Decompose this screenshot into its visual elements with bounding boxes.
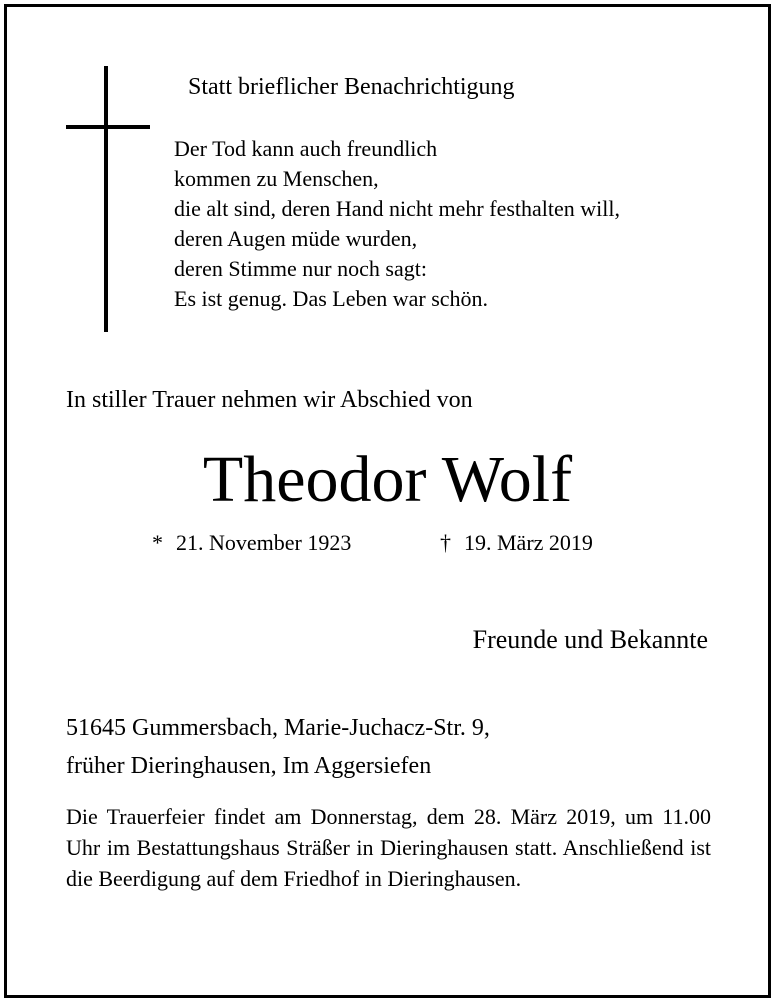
poem-line: Der Tod kann auch freundlich xyxy=(174,136,438,161)
birth-date: 21. November 1923 xyxy=(176,530,352,555)
cross-icon-horizontal xyxy=(66,125,150,129)
death-date: 19. März 2019 xyxy=(464,530,593,555)
address xyxy=(66,709,490,785)
funeral-details: Die Trauerfeier findet am Donnerstag, dem 28. März 2019, um 11.00 Uhr im Bestattungshaus Sträßer in Dieringhausen statt. Anschließend ist die Beerdigung auf dem Friedhof in Dieringhausen. xyxy=(66,804,711,891)
birth-symbol: * xyxy=(152,530,163,555)
notice-heading: Statt brieflicher Benachrichtigung xyxy=(188,74,515,100)
poem-line: Es ist genug. Das Leben war schön. xyxy=(174,286,489,311)
poem xyxy=(174,134,620,314)
poem-line: deren Augen müde wurden, xyxy=(174,226,418,251)
address-line: 51645 Gummersbach, Marie-Juchacz-Str. 9, xyxy=(66,715,490,741)
cross-icon-vertical xyxy=(104,66,108,332)
poem-line: die alt sind, deren Hand nicht mehr festhalten will, xyxy=(174,196,620,221)
birth-date-line xyxy=(152,528,351,558)
deceased-name: Theodor Wolf xyxy=(202,443,573,516)
death-date-line xyxy=(440,528,593,558)
intro-text: In stiller Trauer nehmen wir Abschied von xyxy=(66,387,473,413)
signers: Freunde und Bekannte xyxy=(472,625,708,654)
poem-line: deren Stimme nur noch sagt: xyxy=(174,256,427,281)
poem-line: kommen zu Menschen, xyxy=(174,166,379,191)
death-symbol: † xyxy=(440,530,451,555)
address-line: früher Dieringhausen, Im Aggersiefen xyxy=(66,753,432,779)
